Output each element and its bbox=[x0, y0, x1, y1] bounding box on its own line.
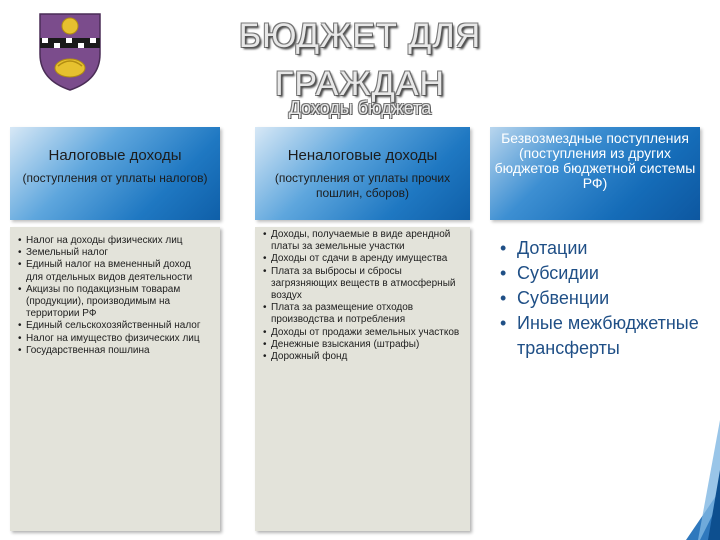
page-title: БЮДЖЕТ ДЛЯ ГРАЖДАН bbox=[238, 17, 482, 103]
list-item: • Денежные взыскания (штрафы) bbox=[263, 339, 460, 351]
section-subtitle: Доходы бюджета bbox=[288, 98, 432, 118]
gratuitous-receipts-title: Безвозмездные поступления (поступления из других бюджетов бюджетной системы РФ) bbox=[494, 130, 696, 191]
coat-of-arms-icon bbox=[38, 8, 102, 92]
list-item: • Земельный налог bbox=[18, 247, 210, 259]
list-item: • Субвенции bbox=[497, 286, 712, 311]
list-item: • Налог на имущество физических лиц bbox=[18, 333, 210, 345]
nontax-revenue-header bbox=[255, 127, 470, 220]
nontax-revenue-note: (поступления от уплаты прочих пошлин, сборов) bbox=[274, 171, 451, 200]
list-item: • Субсидии bbox=[497, 261, 712, 286]
gratuitous-receipts-list bbox=[497, 236, 712, 361]
list-item: • Дорожный фонд bbox=[263, 351, 460, 363]
list-item: • Доходы от продажи земельных участков bbox=[263, 327, 460, 339]
list-item: • Доходы, получаемые в виде арендной платы за земельные участки bbox=[263, 229, 460, 253]
tax-revenue-note: (поступления от уплаты налогов) bbox=[22, 171, 208, 185]
list-item: • Государственная пошлина bbox=[18, 345, 210, 357]
tax-revenue-header bbox=[10, 127, 220, 220]
list-item: • Дотации bbox=[497, 236, 712, 261]
list-item: • Налог на доходы физических лиц bbox=[18, 235, 210, 247]
tax-revenue-list bbox=[18, 235, 210, 357]
list-item: • Единый сельскохозяйственный налог bbox=[18, 320, 210, 332]
list-item: • Акцизы по подакцизным товарам (продукции), производимым на территории РФ bbox=[18, 284, 210, 321]
nontax-revenue-list bbox=[263, 229, 460, 363]
list-item: • Плата за размещение отходов производства и потребления bbox=[263, 302, 460, 326]
gratuitous-receipts-header bbox=[490, 127, 700, 220]
nontax-revenue-title: Неналоговые доходы bbox=[287, 147, 438, 164]
nontax-revenue-list-panel bbox=[255, 227, 470, 531]
corner-decoration bbox=[678, 380, 720, 540]
tax-revenue-title: Налоговые доходы bbox=[48, 147, 182, 164]
list-item: • Единый налог на вмененный доход для отдельных видов деятельности bbox=[18, 259, 210, 283]
list-item: • Иные межбюджетные трансферты bbox=[497, 311, 712, 361]
tax-revenue-list-panel bbox=[10, 227, 220, 531]
list-item: • Плата за выбросы и сбросы загрязняющих веществ в атмосферный воздух bbox=[263, 266, 460, 303]
list-item: • Доходы от сдачи в аренду имущества bbox=[263, 253, 460, 265]
